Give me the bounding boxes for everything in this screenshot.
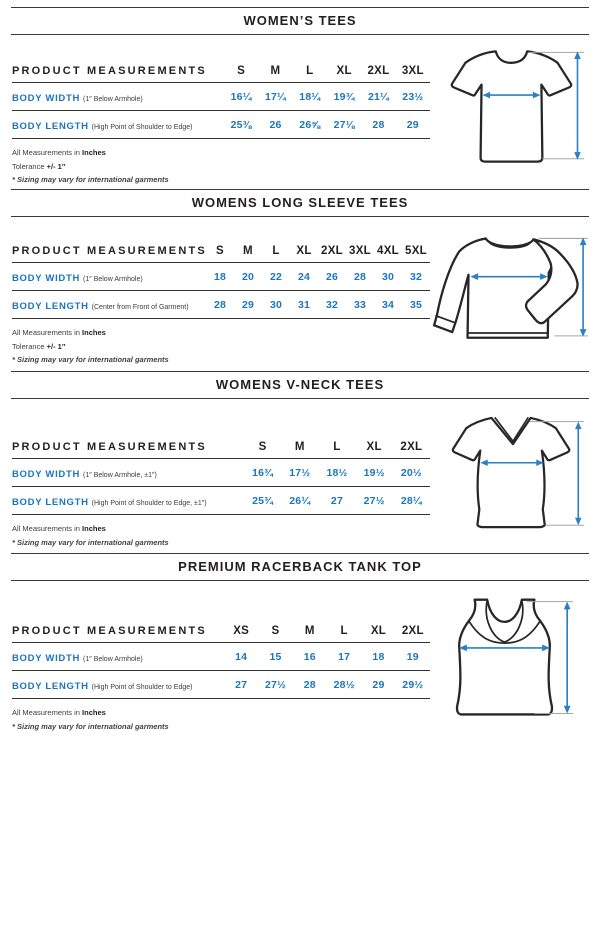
footnote-line — [12, 720, 432, 734]
measurement-label: BODY WIDTH — [12, 652, 81, 664]
measurement-value: 26 — [325, 270, 339, 283]
footnote-bold-text: +/- 1″ — [46, 161, 66, 171]
measurement-label-cell — [12, 643, 224, 671]
footnote-line — [12, 340, 432, 354]
measurement-label-cell — [12, 671, 224, 699]
size-column-header: S — [271, 625, 280, 637]
footnote-text: * Sizing may vary for international garments — [12, 355, 169, 364]
measurement-value: 27½ — [264, 678, 287, 691]
footnotes — [12, 706, 432, 733]
footnote-line — [12, 522, 432, 536]
measurement-value: 18¼ — [299, 90, 321, 103]
section-header — [0, 189, 600, 217]
size-chart-section — [0, 189, 600, 365]
measurement-label: BODY WIDTH — [12, 272, 81, 284]
measurement-label: BODY LENGTH — [12, 120, 89, 132]
size-column-header: M — [243, 245, 253, 257]
measurement-row — [12, 291, 430, 319]
measurement-note: (1″ Below Armhole) — [83, 655, 143, 663]
footnote-bold-text: Inches — [82, 148, 106, 157]
measurement-label-cell — [12, 291, 206, 319]
measurement-row — [12, 263, 430, 291]
measurement-row — [12, 643, 430, 671]
racerback-tank-outline-icon — [457, 600, 552, 715]
size-column-header: S — [216, 245, 224, 257]
size-column-header: 4XL — [377, 245, 399, 257]
table-header-row — [12, 625, 430, 643]
measurement-label-cell — [12, 263, 206, 291]
footnotes — [12, 522, 432, 549]
measurement-value: 26 — [269, 118, 282, 131]
table-header-label: PRODUCT MEASUREMENTS — [12, 245, 207, 257]
measurement-note: (High Point of Shoulder to Edge) — [91, 683, 193, 691]
footnote-text: * Sizing may vary for international garments — [12, 721, 169, 731]
measurement-value: 20 — [241, 270, 255, 283]
footnote-bold-text: +/- 1″ — [46, 341, 66, 351]
size-column-header: S — [258, 441, 267, 453]
footnote-text: All Measurements in — [12, 524, 83, 533]
measurement-value: 19¾ — [333, 90, 355, 103]
footnote-bold-text: Inches — [82, 328, 106, 337]
measurement-value: 18 — [372, 650, 385, 663]
size-column-header: M — [304, 625, 315, 637]
measurement-value: 16¼ — [230, 90, 252, 103]
section-body — [0, 581, 600, 729]
measurement-value: 32 — [325, 298, 339, 311]
measurement-note: (High Point of Shoulder to Edge) — [91, 123, 193, 131]
table-header-label: PRODUCT MEASUREMENTS — [12, 65, 207, 77]
v-neck-tee-illustration — [437, 403, 587, 543]
table-body — [12, 459, 430, 515]
long-sleeve-tee-illustration — [432, 227, 590, 354]
size-table — [12, 65, 430, 139]
measurement-value: 17½ — [289, 466, 311, 479]
measurement-value: 29 — [241, 298, 255, 311]
size-column-header: XL — [366, 441, 382, 453]
section-header — [0, 371, 600, 399]
table-header-row — [12, 65, 430, 83]
illustration-area — [432, 399, 600, 547]
body-length-arrow-icon — [574, 51, 581, 159]
measurement-note: (1″ Below Armhole) — [83, 95, 143, 103]
measurement-value: 35 — [409, 298, 423, 311]
measurement-value: 26¼ — [289, 494, 311, 507]
measurement-value: 28¼ — [400, 494, 422, 507]
measurement-row — [12, 83, 430, 111]
table-header-row — [12, 245, 430, 263]
section-title: WOMENS V-NECK TEES — [215, 377, 385, 392]
measurement-note: (1″ Below Armhole, ±1″) — [83, 471, 157, 479]
measurement-value: 19 — [406, 650, 419, 663]
measurement-value: 28 — [303, 678, 316, 691]
measurement-value: 32 — [409, 270, 423, 283]
measurement-row — [12, 487, 430, 515]
measurement-label-cell — [12, 83, 224, 111]
size-column-header: 2XL — [367, 65, 390, 77]
measurement-value: 23½ — [402, 90, 424, 103]
size-column-header: 2XL — [321, 245, 343, 257]
table-header-label: PRODUCT MEASUREMENTS — [12, 441, 207, 453]
table-body — [12, 263, 430, 319]
measurement-value: 29 — [406, 118, 419, 131]
measurement-value: 14 — [235, 650, 248, 663]
size-column-header: S — [237, 65, 246, 77]
measurement-label-cell — [12, 459, 244, 487]
v-neck-tee-outline-icon — [453, 418, 569, 527]
measurement-row — [12, 111, 430, 139]
section-body — [0, 35, 600, 183]
measurement-value: 25⅜ — [230, 118, 252, 131]
table-area — [0, 35, 432, 183]
measurement-value: 28 — [372, 118, 385, 131]
measurement-value: 28½ — [333, 678, 355, 691]
size-column-header: XL — [370, 625, 387, 637]
measurement-value: 34 — [381, 298, 395, 311]
measurement-note: (Center from Front of Garment) — [91, 303, 189, 311]
body-length-arrow-icon — [575, 422, 582, 526]
measurement-value: 16 — [303, 650, 316, 663]
footnote-text: Tolerance — [12, 341, 47, 351]
long-sleeve-tee-outline-icon — [434, 238, 577, 337]
size-table — [12, 441, 430, 515]
measurement-note: (High Point of Shoulder to Edge, ±1″) — [91, 499, 207, 507]
size-column-header: XL — [336, 65, 352, 77]
footnote-text: * Sizing may vary for international garments — [12, 537, 169, 547]
measurement-label: BODY LENGTH — [12, 496, 89, 508]
measurement-value: 18½ — [326, 466, 348, 479]
section-title: PREMIUM RACERBACK TANK TOP — [178, 559, 422, 574]
measurement-row — [12, 459, 430, 487]
measurement-value: 18 — [213, 270, 227, 283]
measurement-value: 20½ — [400, 466, 422, 479]
footnote-line — [12, 146, 432, 160]
size-column-header: L — [340, 625, 348, 637]
measurement-value: 16¾ — [252, 466, 274, 479]
table-area — [0, 581, 432, 729]
size-table — [12, 245, 430, 319]
size-chart-section — [0, 7, 600, 183]
measurement-value: 15 — [269, 650, 282, 663]
measurement-label: BODY LENGTH — [12, 300, 89, 312]
measurement-label: BODY WIDTH — [12, 92, 81, 104]
table-body — [12, 83, 430, 139]
measurement-value: 29½ — [402, 678, 424, 691]
measurement-value: 27⅛ — [333, 118, 355, 131]
section-header — [0, 7, 600, 35]
measurement-value: 30 — [269, 298, 283, 311]
footnote-text: All Measurements in — [12, 148, 83, 157]
table-header-row — [12, 441, 430, 459]
measurement-value: 21¼ — [367, 90, 389, 103]
section-title: WOMEN’S TEES — [243, 13, 357, 28]
measurement-value: 29 — [372, 678, 385, 691]
measurement-value: 30 — [381, 270, 395, 283]
size-column-header: L — [333, 441, 341, 453]
footnote-text: * Sizing may vary for international garments — [12, 175, 169, 184]
size-column-header: L — [272, 245, 280, 257]
womens-tee-illustration — [435, 40, 587, 173]
section-header — [0, 553, 600, 581]
measurement-value: 33 — [353, 298, 367, 311]
size-table — [12, 625, 430, 699]
footnotes — [12, 326, 432, 367]
footnote-text: Tolerance — [12, 161, 47, 171]
footnote-bold-text: Inches — [82, 708, 106, 717]
size-column-header: 2XL — [401, 625, 424, 637]
measurement-note: (1″ Below Armhole) — [83, 275, 143, 283]
footnote-line — [12, 353, 432, 367]
measurement-value: 17¼ — [264, 90, 287, 103]
illustration-area — [432, 581, 600, 729]
size-chart-section — [0, 553, 600, 729]
footnote-line — [12, 326, 432, 340]
body-length-arrow-icon — [580, 238, 587, 337]
measurement-label: BODY WIDTH — [12, 468, 81, 480]
footnote-line — [12, 706, 432, 720]
size-column-header: 5XL — [405, 245, 427, 257]
size-column-header: 2XL — [400, 441, 423, 453]
illustration-area — [432, 35, 600, 183]
footnote-line — [12, 173, 432, 187]
footnote-line — [12, 160, 432, 174]
section-body — [0, 399, 600, 547]
size-chart-page — [0, 7, 600, 729]
measurement-value: 24 — [297, 270, 311, 283]
size-column-header: 3XL — [349, 245, 371, 257]
measurement-value: 17 — [338, 650, 351, 663]
footnote-text: All Measurements in — [12, 328, 83, 337]
footnote-text: All Measurements in — [12, 708, 83, 717]
table-header-label: PRODUCT MEASUREMENTS — [12, 625, 207, 637]
measurement-value: 27½ — [363, 494, 385, 507]
racerback-tank-illustration — [432, 592, 577, 727]
measurement-value: 28 — [353, 270, 367, 283]
size-column-header: M — [270, 65, 281, 77]
size-column-header: XS — [233, 625, 250, 637]
measurement-value: 22 — [269, 270, 283, 283]
measurement-value: 19½ — [363, 466, 385, 479]
size-column-header: 3XL — [401, 65, 424, 77]
measurement-label-cell — [12, 487, 244, 515]
section-body — [0, 217, 600, 365]
footnote-bold-text: Inches — [82, 524, 106, 533]
measurement-value: 27 — [235, 678, 248, 691]
tee-outline-icon — [452, 51, 571, 161]
table-body — [12, 643, 430, 699]
measurement-value: 26⅝ — [299, 118, 321, 131]
measurement-row — [12, 671, 430, 699]
size-column-header: M — [294, 441, 305, 453]
measurement-label-cell — [12, 111, 224, 139]
table-area — [0, 399, 432, 547]
body-length-arrow-icon — [564, 602, 571, 714]
table-area — [0, 217, 432, 365]
footnotes — [12, 146, 432, 187]
measurement-value: 31 — [297, 298, 311, 311]
measurement-value: 25¾ — [252, 494, 274, 507]
size-column-header: XL — [296, 245, 312, 257]
footnote-line — [12, 536, 432, 550]
size-chart-section — [0, 371, 600, 547]
illustration-area — [432, 217, 600, 365]
measurement-value: 28 — [213, 298, 227, 311]
section-title: WOMENS LONG SLEEVE TEES — [191, 195, 409, 210]
measurement-value: 27 — [330, 494, 344, 507]
measurement-label: BODY LENGTH — [12, 680, 89, 692]
size-column-header: L — [306, 65, 314, 77]
